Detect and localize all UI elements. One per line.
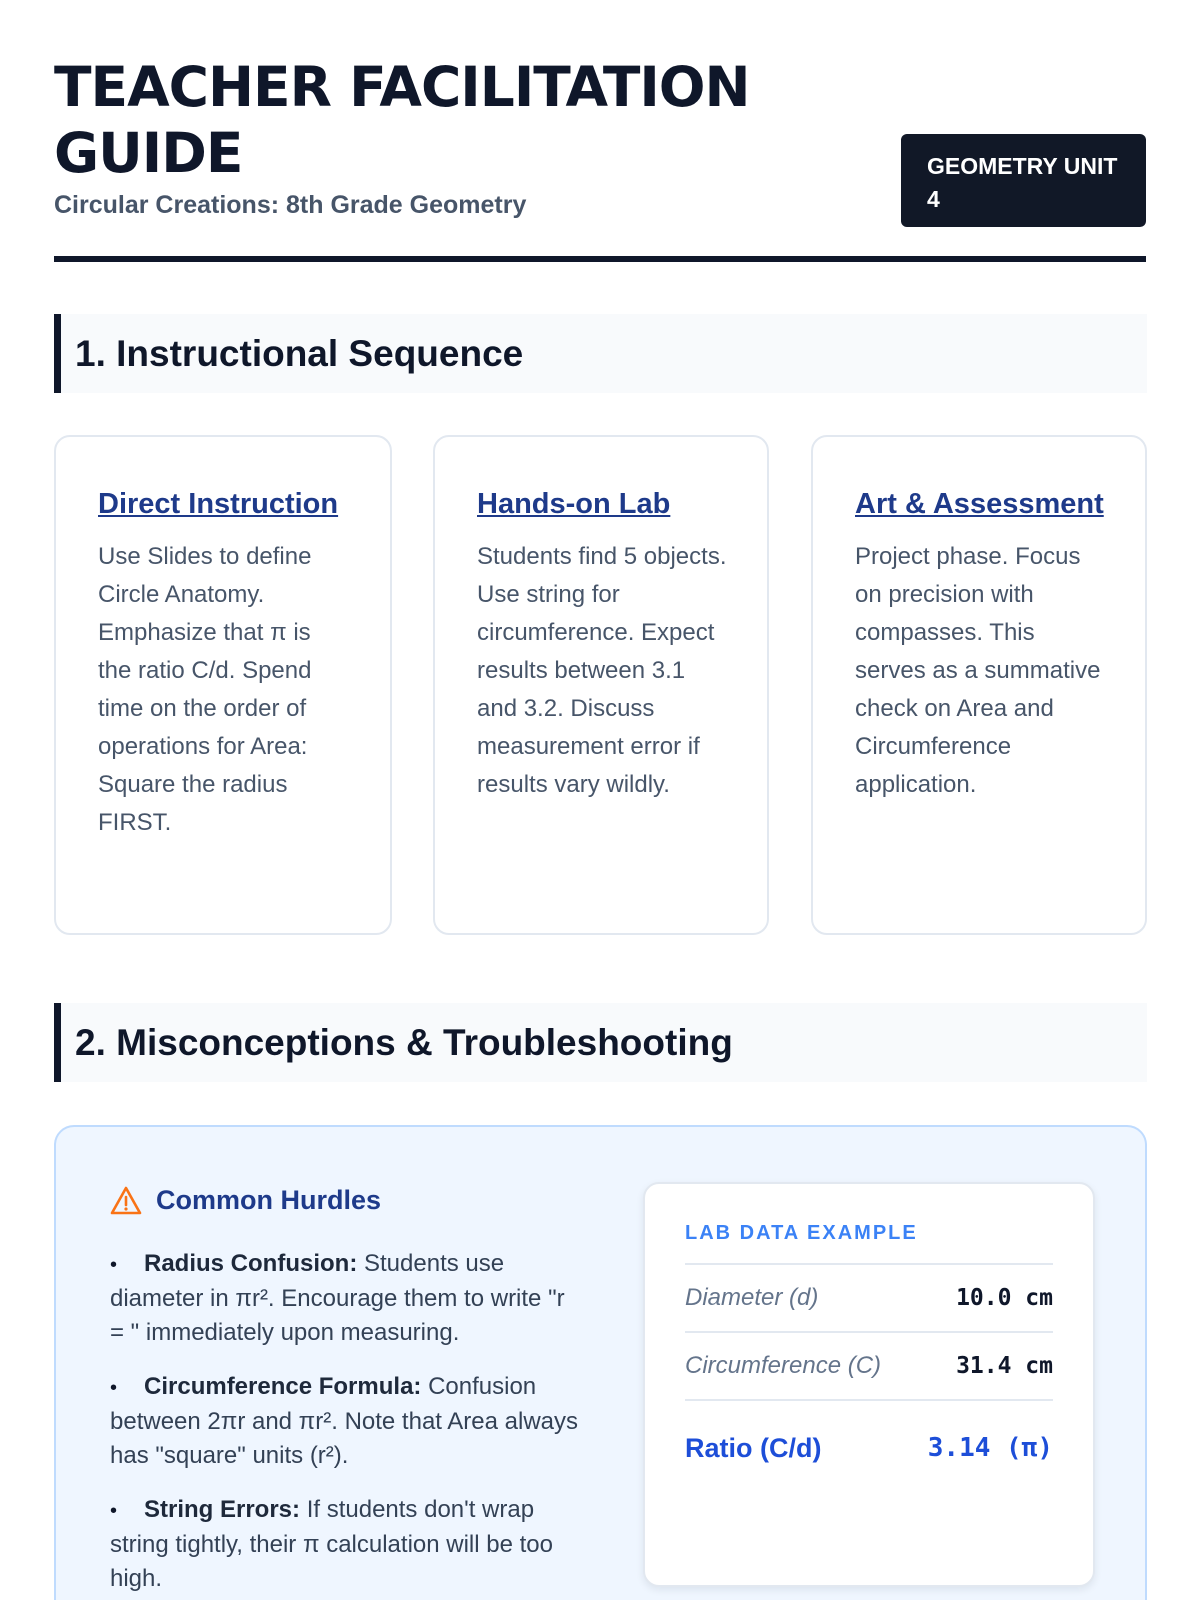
hurdle-text: Students use diameter in πr². Encourage them to write "r = " immediately upon measuring. xyxy=(110,1250,565,1346)
lab-data-label: LAB DATA EXAMPLE xyxy=(685,1222,1053,1265)
unit-badge: GEOMETRY UNIT 4 xyxy=(901,134,1146,227)
lab-row-ratio xyxy=(685,1401,1053,1495)
warning-triangle-icon xyxy=(110,1186,142,1216)
bullet-icon: • xyxy=(110,1254,118,1276)
section-heading-misconceptions: 2. Misconceptions & Troubleshooting xyxy=(54,1003,1147,1082)
lab-key: Ratio (C/d) xyxy=(685,1432,822,1463)
card-art-assessment xyxy=(811,435,1147,935)
common-hurdles-label: Common Hurdles xyxy=(156,1185,382,1215)
lab-key: Diameter (d) xyxy=(685,1284,819,1311)
misconceptions-panel xyxy=(54,1125,1147,1600)
lab-value: 3.14 (π) xyxy=(927,1433,1053,1463)
lab-row-diameter xyxy=(685,1265,1053,1333)
hurdle-text: Confusion between 2πr and πr². Note that Area always has "square" units (r²). xyxy=(110,1373,579,1469)
hurdle-label: String Errors: xyxy=(144,1496,301,1523)
card-text: Students find 5 objects. Use string for circumference. Expect results between 3.1 and 3.2. Discuss measurement error if results vary wildly. xyxy=(477,543,727,798)
lab-value: 31.4 cm xyxy=(956,1353,1053,1379)
section-heading-instructional-sequence: 1. Instructional Sequence xyxy=(54,314,1147,393)
card-text: Use Slides to define Circle Anatomy. Emphasize that π is the ratio C/d. Spend time on the order of operations for Area: Square the radius FIRST. xyxy=(98,543,312,836)
card-title-link[interactable]: Direct Instruction xyxy=(98,488,339,520)
page-header xyxy=(54,0,1146,262)
common-hurdles-heading xyxy=(110,1185,381,1216)
card-text: Project phase. Focus on precision with compasses. This serves as a summative check on Area and Circumference application. xyxy=(855,543,1101,798)
page-title: TEACHER FACILITATION GUIDE xyxy=(54,55,750,185)
card-title-link[interactable]: Hands-on Lab xyxy=(477,488,671,520)
lab-row-circumference xyxy=(685,1333,1053,1401)
hurdle-label: Radius Confusion: xyxy=(144,1250,358,1277)
hurdle-text: If students don't wrap string tightly, their π calculation will be too high. xyxy=(110,1496,553,1592)
lab-data-card xyxy=(643,1182,1095,1587)
card-title-link[interactable]: Art & Assessment xyxy=(855,488,1104,520)
bullet-icon: • xyxy=(110,1377,118,1399)
card-direct-instruction xyxy=(54,435,392,935)
list-item xyxy=(110,1493,580,1596)
hurdles-list xyxy=(110,1247,580,1600)
list-item xyxy=(110,1370,580,1473)
bullet-icon: • xyxy=(110,1500,118,1522)
lab-key: Circumference (C) xyxy=(685,1352,882,1379)
hurdle-label: Circumference Formula: xyxy=(144,1373,422,1400)
page-subtitle: Circular Creations: 8th Grade Geometry xyxy=(54,191,527,219)
card-hands-on-lab xyxy=(433,435,769,935)
list-item xyxy=(110,1247,580,1350)
lab-value: 10.0 cm xyxy=(956,1285,1053,1311)
